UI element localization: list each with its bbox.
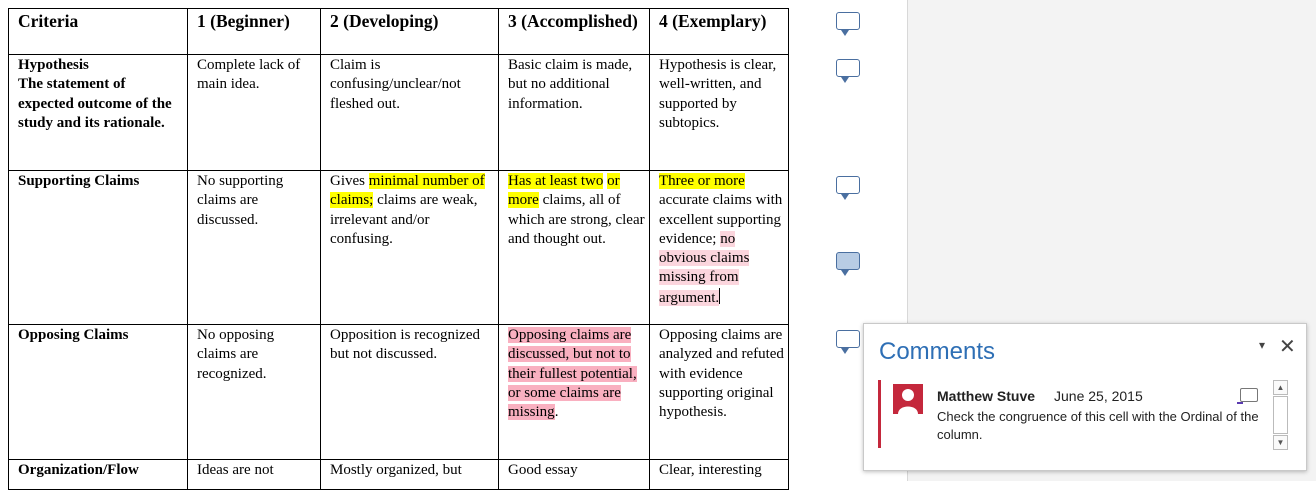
table-row [9, 55, 789, 171]
criteria-cell[interactable]: Organization/Flow [9, 460, 188, 490]
criteria-cell[interactable] [9, 55, 188, 171]
header-cell-criteria[interactable]: Criteria [9, 9, 188, 55]
rubric-cell[interactable]: Claim is confusing/unclear/not fleshed out. [321, 55, 499, 171]
rubric-cell[interactable]: Basic claim is made, but no additional information. [499, 55, 650, 171]
criteria-cell[interactable]: Opposing Claims [9, 325, 188, 460]
comment-marker-icon-active[interactable] [836, 252, 860, 270]
criteria-title: Hypothesis [18, 57, 89, 73]
rubric-cell[interactable] [321, 171, 499, 325]
pane-options-dropdown-icon[interactable]: ▾ [1259, 338, 1266, 352]
rubric-cell[interactable]: Good essay [499, 460, 650, 490]
comment-date: June 25, 2015 [1054, 388, 1143, 404]
comment-marker-icon[interactable] [836, 12, 860, 30]
table-row [9, 325, 789, 460]
avatar [893, 384, 923, 414]
highlighted-text: Three or more [659, 173, 745, 189]
rubric-cell[interactable]: Complete lack of main idea. [188, 55, 321, 171]
rubric-cell[interactable]: No supporting claims are discussed. [188, 171, 321, 325]
scroll-down-button[interactable]: ▼ [1273, 435, 1288, 450]
header-cell-accomplished[interactable]: 3 (Accomplished) [499, 9, 650, 55]
rubric-table [8, 8, 789, 490]
comments-pane-title: Comments [879, 338, 996, 365]
commented-text: Opposing claims are discussed, but not to their fullest potential, or some claims are missing [508, 327, 637, 421]
scroll-up-button[interactable]: ▲ [1273, 380, 1288, 395]
highlighted-text: minimal number of claims; [330, 173, 485, 209]
cell-text: claims are weak, irrelevant and/or confusing. [330, 192, 478, 247]
criteria-description: The statement of expected outcome of the study and its rationale. [18, 76, 172, 131]
rubric-cell[interactable] [650, 171, 789, 325]
scrollbar-thumb[interactable] [1273, 396, 1288, 434]
rubric-cell[interactable] [499, 171, 650, 325]
header-cell-beginner[interactable]: 1 (Beginner) [188, 9, 321, 55]
rubric-cell[interactable] [499, 325, 650, 460]
rubric-cell[interactable]: Ideas are not [188, 460, 321, 490]
cell-text: accurate claims with excellent supporting evidence; [659, 192, 783, 247]
cell-text: . [554, 404, 559, 421]
rubric-cell[interactable]: Clear, interesting [650, 460, 789, 490]
highlighted-text: Has at least two [508, 173, 604, 189]
cell-text: Gives [330, 173, 369, 189]
comment-text[interactable]: Check the congruence of this cell with the Ordinal of the column. [937, 409, 1259, 442]
rubric-cell[interactable]: Hypothesis is clear, well-written, and supported by subtopics. [650, 55, 789, 171]
table-header-row [9, 9, 789, 55]
close-icon[interactable]: ✕ [1279, 336, 1296, 358]
comment-marker-icon[interactable] [836, 59, 860, 77]
highlighted-text: or more [508, 173, 620, 209]
comment-author: Matthew Stuve [937, 388, 1036, 404]
comment-card[interactable] [878, 380, 1261, 448]
text-cursor [719, 288, 720, 304]
criteria-cell[interactable]: Supporting Claims [9, 171, 188, 325]
comments-pane [863, 323, 1307, 471]
rubric-cell[interactable]: Opposition is recognized but not discussed. [321, 325, 499, 460]
rubric-cell[interactable]: Opposing claims are analyzed and refuted with evidence supporting original hypothesis. [650, 325, 789, 460]
rubric-cell[interactable]: Mostly organized, but [321, 460, 499, 490]
person-icon [893, 384, 923, 414]
rubric-cell[interactable]: No opposing claims are recognized. [188, 325, 321, 460]
header-cell-developing[interactable]: 2 (Developing) [321, 9, 499, 55]
comment-marker-icon[interactable] [836, 330, 860, 348]
reply-icon[interactable] [1240, 388, 1258, 402]
table-row [9, 460, 789, 490]
comment-marker-icon[interactable] [836, 176, 860, 194]
cell-text: claims, all of which are strong, clear and thought out. [508, 192, 645, 247]
header-cell-exemplary[interactable]: 4 (Exemplary) [650, 9, 789, 55]
table-row [9, 171, 789, 325]
commented-text: no obvious claims missing from argument. [659, 230, 750, 306]
